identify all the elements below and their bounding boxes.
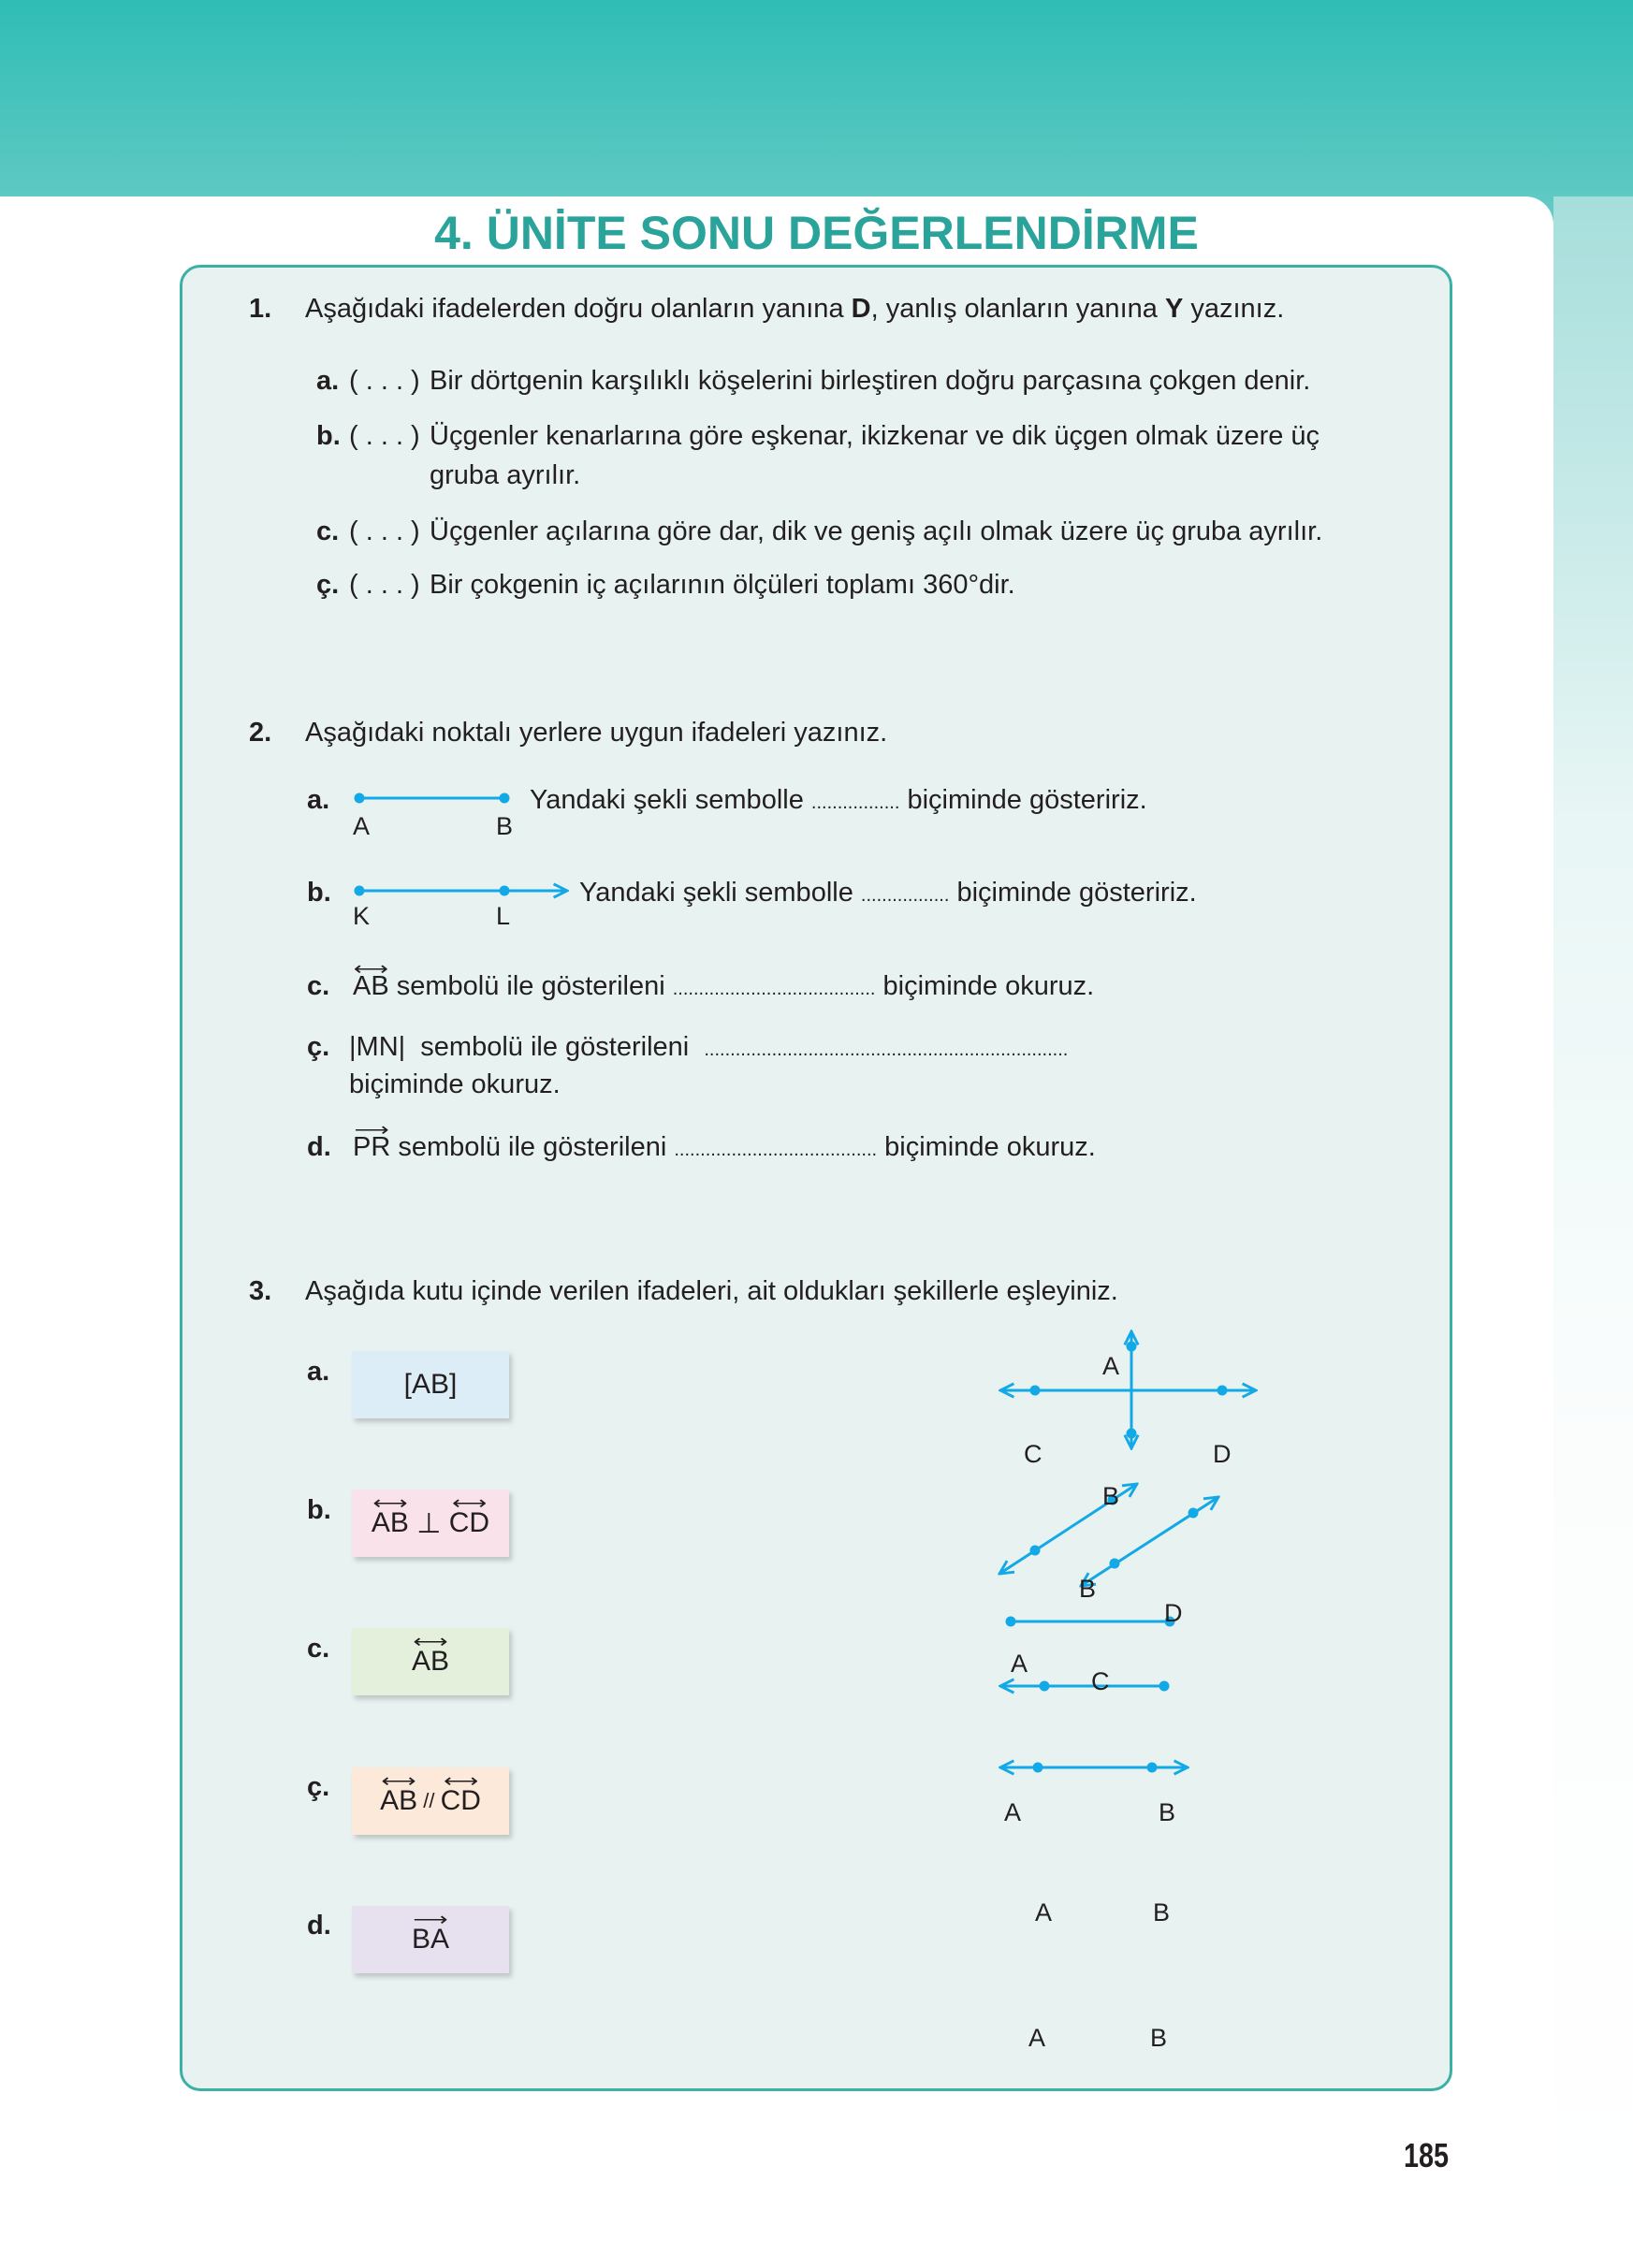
ray-symbol: ⟶ PR [353,1134,390,1161]
q1-item-label: ç. [316,570,340,600]
fill-blank[interactable]: ....................................... [674,1140,878,1160]
point-label: D [1164,1599,1183,1627]
q1-answer-blank[interactable]: ( . . . ) [349,516,420,546]
q1-item-text: Üçgenler açılarına göre dar, dik ve geniş açılı olmak üzere üç gruba ayrılır. [430,516,1323,546]
q2-item-label: ç. [307,1032,330,1062]
q2-text: biçiminde gösteririz. [907,785,1147,815]
ray-symbol: ⟶ BA [412,1924,449,1955]
q1-item-text: Bir dörtgenin karşılıklı köşelerini birleştiren doğru parçasına çokgen denir. [430,366,1311,396]
fill-blank[interactable]: ................. [810,792,900,813]
q2-item-label: d. [307,1132,331,1162]
point-label: A [1004,1798,1022,1826]
parallel-line-cd[interactable] [1081,1497,1218,1586]
point-label: K [353,902,371,930]
page-number: 185 [1404,2136,1450,2174]
point-label: B [1102,1482,1120,1510]
point-label: A [353,812,371,840]
point-label: C [1091,1667,1110,1695]
page-title: 4. ÜNİTE SONU DEĞERLENDİRME [434,207,1199,259]
point-label: B [496,812,514,840]
q1-prompt-text: , yanlış olanların yanına [870,294,1165,324]
q1-y: Y [1164,294,1184,324]
point-label: A [1011,1650,1028,1678]
q2-number: 2. [249,718,272,748]
point-label: B [1079,1575,1097,1603]
q3-card-label: d. [307,1911,331,1941]
card-text: [AB] [403,1369,458,1400]
parallel-symbol: // [417,1789,441,1812]
length-symbol: |MN| [349,1032,406,1062]
line-symbol: ⟷ CD [441,1785,481,1817]
q1-answer-blank[interactable]: ( . . . ) [349,366,420,396]
point-label: B [1159,1798,1176,1826]
q2-text: biçiminde gösteririz. [956,878,1197,908]
point-label: A [1102,1352,1120,1380]
q1-item-text-cont: gruba ayrılır. [430,460,581,490]
line-symbol: ⟷ AB [353,973,389,1000]
q2-item-label: c. [307,971,330,1001]
point-label: D [1213,1440,1232,1468]
q2-item-label: a. [307,785,330,815]
q3-card-label: c. [307,1634,330,1664]
q1-answer-blank[interactable]: ( . . . ) [349,570,420,600]
q1-answer-blank[interactable]: ( . . . ) [349,421,420,451]
point-label: L [496,902,511,930]
q1-d: D [851,294,871,324]
line-symbol: ⟷ CD [449,1507,489,1539]
q1-item-label: c. [316,516,340,546]
q3-card-label: b. [307,1495,331,1525]
point-label: B [1150,2024,1168,2052]
q2-text: biçiminde okuruz. [884,1132,1096,1162]
q1-item-label: a. [316,366,340,396]
line-symbol: ⟷ AB [372,1507,409,1539]
q3-card-label: a. [307,1357,330,1387]
q3-prompt: Aşağıda kutu içinde verilen ifadeleri, ait oldukları şekillerle eşleyiniz. [305,1276,1118,1306]
q1-number: 1. [249,294,272,324]
fill-blank[interactable]: ...................................................................... [704,1040,1069,1060]
q1-item-label: b. [316,421,341,451]
q1-item-text: Bir çokgenin iç açılarının ölçüleri toplamı 360°dir. [430,570,1015,600]
point-label: A [1035,1898,1053,1926]
q2-text: Yandaki şekli sembolle [530,785,804,815]
perpendicular-symbol: ⊥ [408,1507,449,1539]
q2-text: sembolü ile gösterileni [420,1032,690,1062]
q2-text: sembolü ile gösterileni [398,1132,667,1162]
q3-number: 3. [249,1276,272,1306]
q3-card-label: ç. [307,1772,330,1802]
line-symbol: ⟷ AB [380,1785,417,1817]
point-label: C [1024,1440,1042,1468]
q2-prompt: Aşağıdaki noktalı yerlere uygun ifadeleri yazınız. [305,718,888,748]
fill-blank[interactable]: ................. [860,885,950,906]
line-symbol: ⟷ AB [412,1646,449,1678]
q2-text: biçiminde okuruz. [349,1069,561,1099]
q2-text: sembolü ile gösterileni [396,971,665,1001]
fill-blank[interactable]: ....................................... [672,979,876,999]
figure-points [1006,1342,1228,1773]
q2-item-label: b. [307,878,331,908]
q1-item-text: Üçgenler kenarlarına göre eşkenar, ikizkenar ve dik üçgen olmak üzere üç [430,421,1320,451]
q1-prompt-text: yazınız. [1183,294,1285,324]
point-label: B [1153,1898,1171,1926]
q1-prompt-text: Aşağıdaki ifadelerden doğru olanların yanına [305,294,852,324]
q2-text: biçiminde okuruz. [882,971,1095,1001]
point-label: A [1028,2024,1046,2052]
q2-text: Yandaki şekli sembolle [579,878,853,908]
